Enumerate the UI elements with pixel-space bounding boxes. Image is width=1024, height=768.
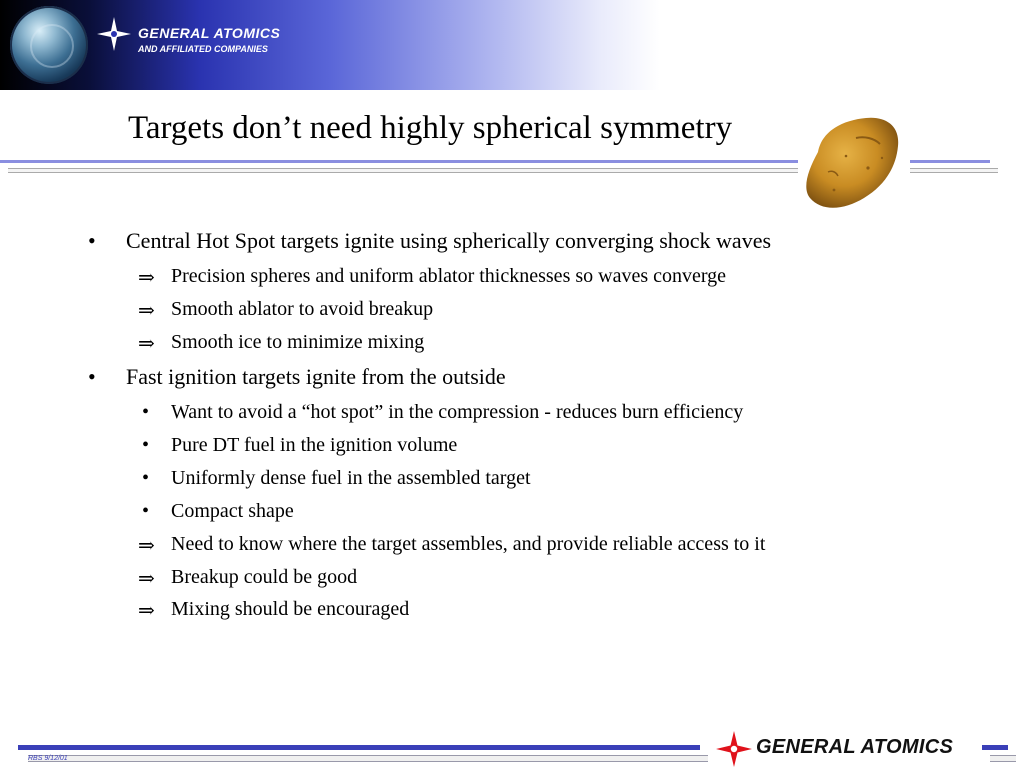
footer-rule-blue (18, 745, 700, 750)
bullet-text: Uniformly dense fuel in the assembled target (171, 467, 531, 489)
ga-star-logo-icon (97, 17, 131, 51)
footer-date-code: RBS 9/12/01 (28, 755, 68, 762)
header-banner (0, 0, 1024, 90)
bullet-marker: • (142, 467, 150, 489)
bullet-text: Central Hot Spot targets ignite using spherically converging shock waves (126, 228, 772, 253)
footer-company-name: GENERAL ATOMICS (756, 736, 954, 758)
arrow-marker: ⇒ (138, 535, 155, 557)
bullet-text: Smooth ablator to avoid breakup (171, 298, 434, 320)
company-name: GENERAL ATOMICS (138, 25, 281, 41)
bullet-text: Fast ignition targets ignite from the outside (126, 364, 506, 389)
ga-star-logo-red-icon (716, 731, 752, 767)
globe-detail (30, 24, 74, 68)
bullet-text: Want to avoid a “hot spot” in the compression - reduces burn efficiency (171, 401, 744, 423)
bullet-marker: • (142, 401, 150, 423)
bullet-marker: • (142, 500, 150, 522)
footer-rule-grey-right (990, 755, 1016, 762)
bullet-marker: • (142, 434, 150, 456)
footer-rule-blue-right (982, 745, 1008, 750)
arrow-marker: ⇒ (138, 300, 155, 322)
slide-title: Targets don’t need highly spherical symmetry (128, 110, 733, 146)
potato-image (798, 112, 910, 216)
bullet-text: Mixing should be encouraged (171, 598, 410, 620)
globe-icon (10, 6, 88, 84)
bullet-text: Compact shape (171, 500, 294, 522)
bullet-marker: • (88, 364, 96, 389)
bullet-text: Smooth ice to minimize mixing (171, 331, 425, 353)
arrow-marker: ⇒ (138, 568, 155, 590)
arrow-marker: ⇒ (138, 333, 155, 355)
arrow-marker: ⇒ (138, 267, 155, 289)
bullet-text: Breakup could be good (171, 566, 358, 588)
company-subtitle: AND AFFILIATED COMPANIES (138, 44, 268, 54)
bullet-text: Pure DT fuel in the ignition volume (171, 434, 458, 456)
bullet-marker: • (88, 228, 96, 253)
bullet-text: Need to know where the target assembles, and provide reliable access to it (171, 533, 766, 555)
bullet-text: Precision spheres and uniform ablator thicknesses so waves converge (171, 265, 727, 287)
arrow-marker: ⇒ (138, 600, 155, 622)
footer-rule-grey (28, 755, 708, 762)
